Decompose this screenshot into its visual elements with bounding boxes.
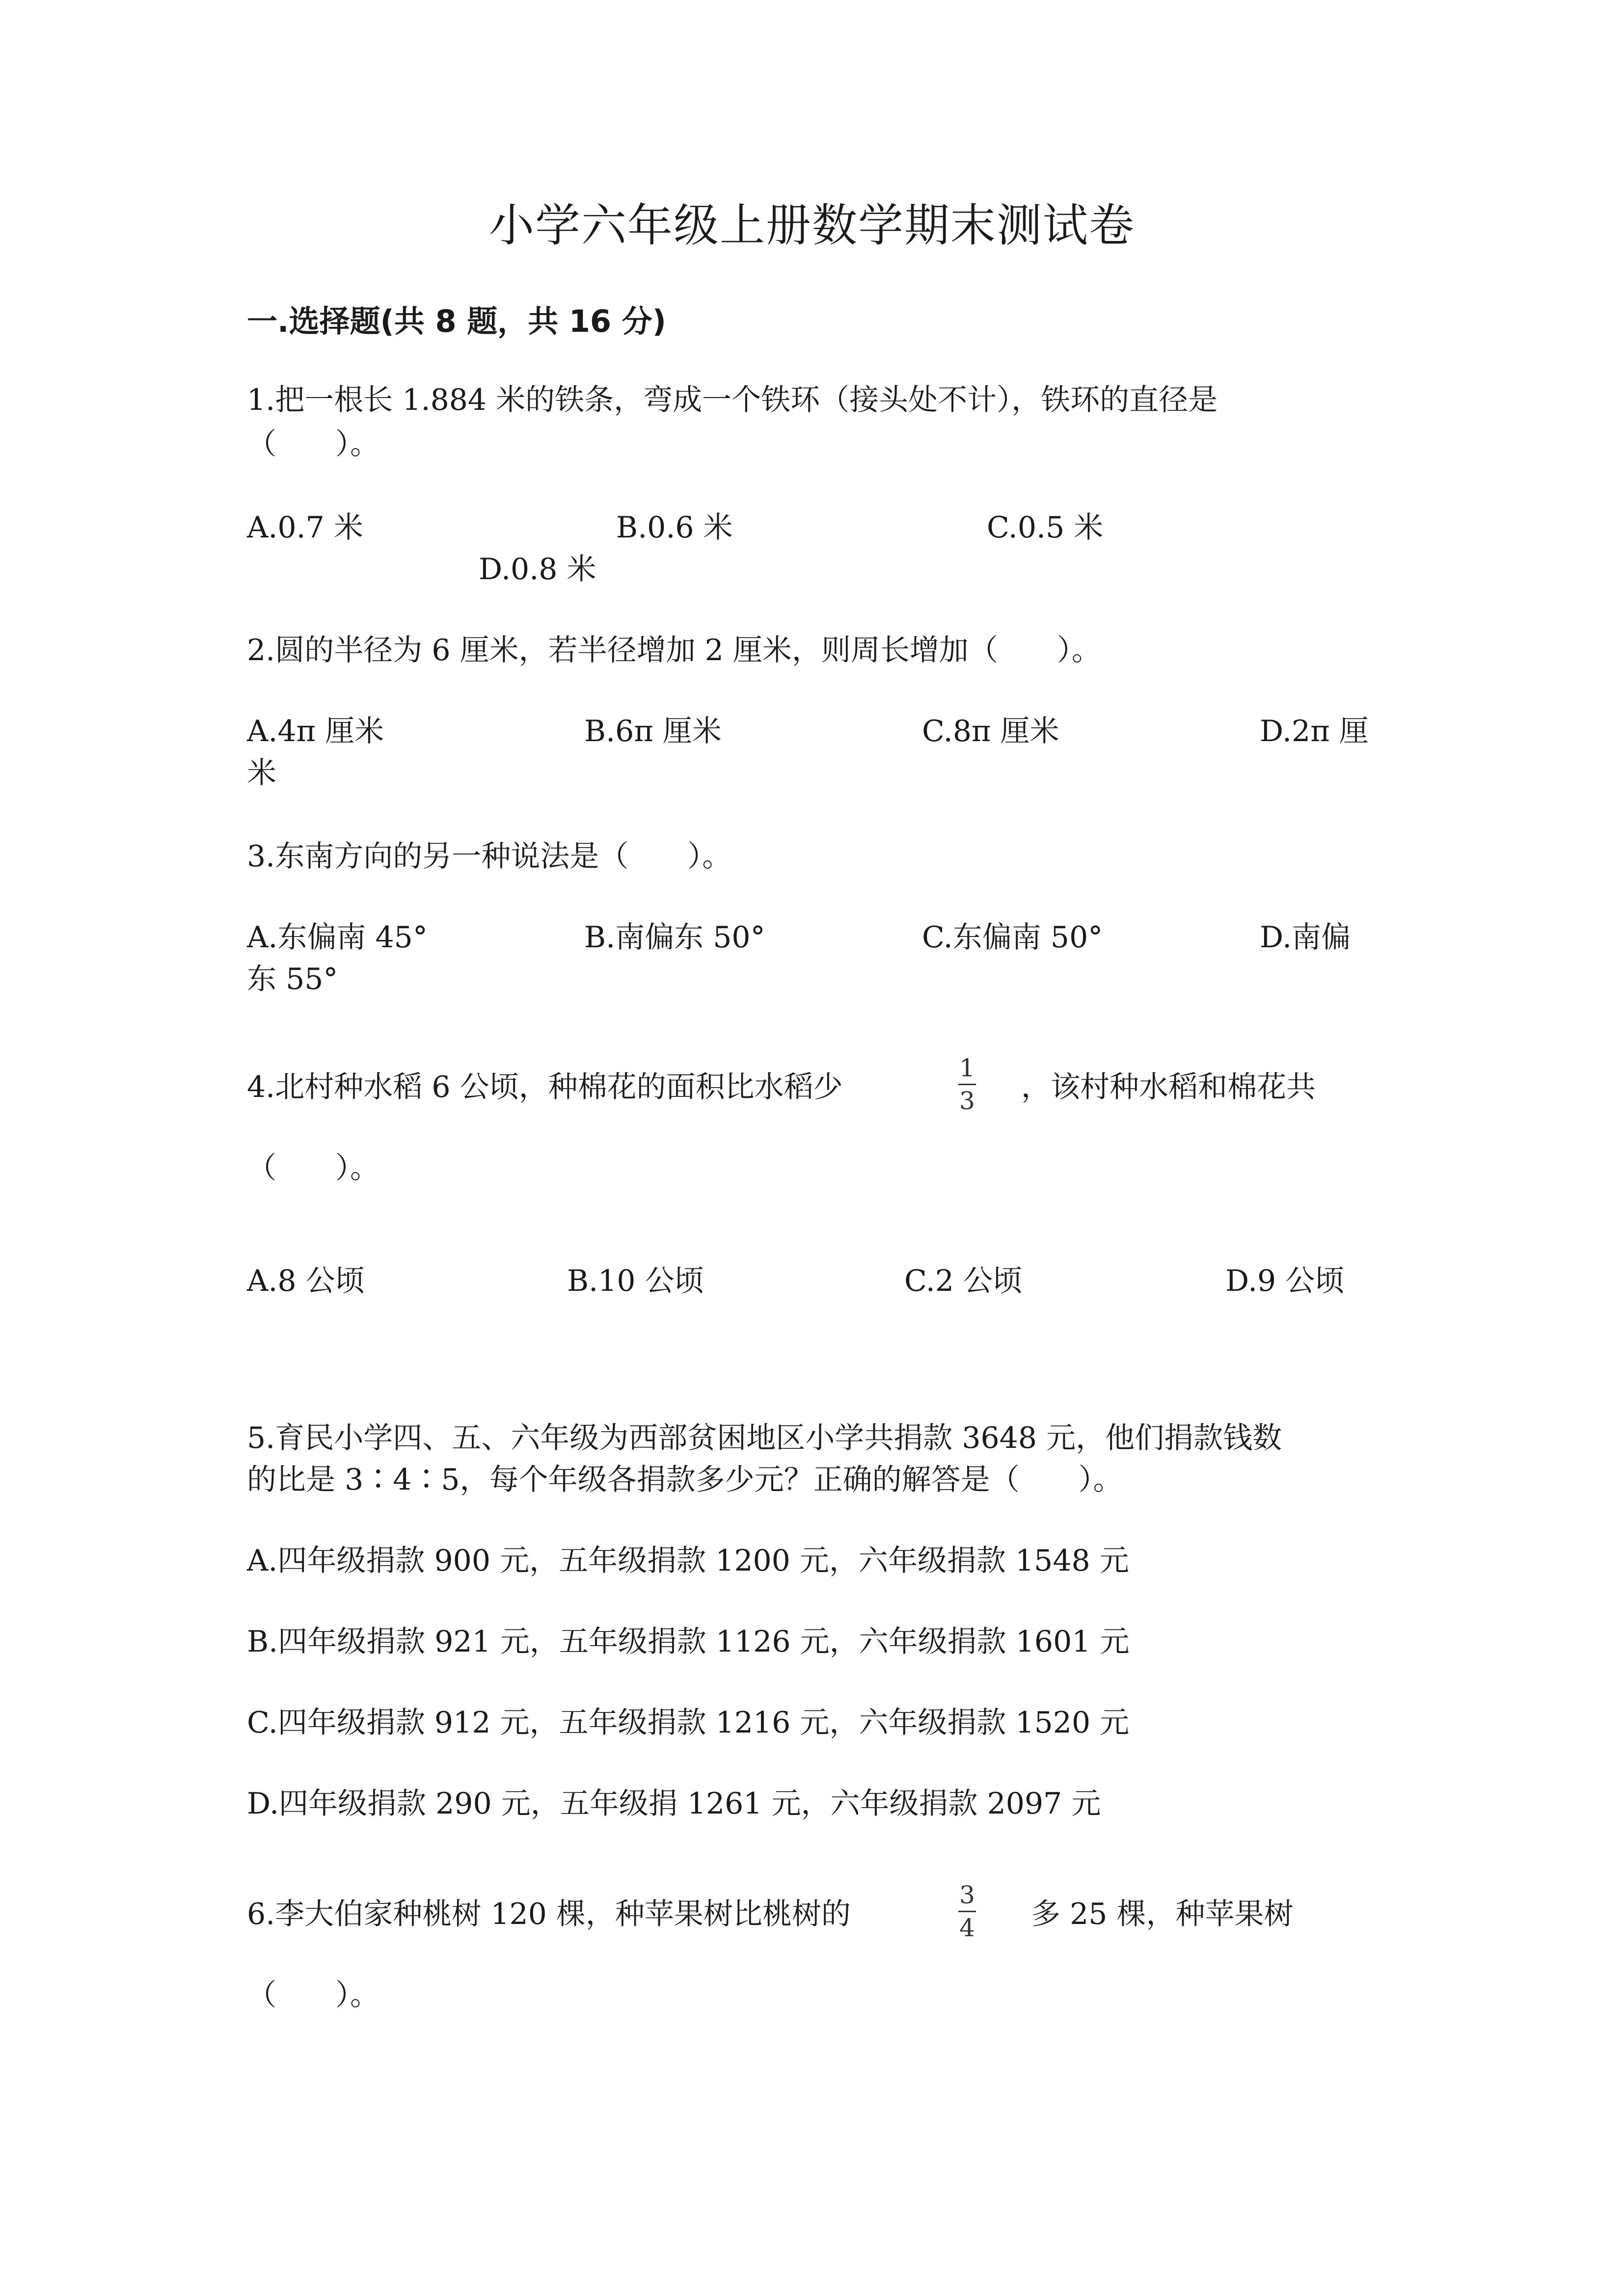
q5-option-c: C.四年级捐款 912 元，五年级捐款 1216 元，六年级捐款 1520 元	[247, 1706, 1130, 1740]
section-heading: 一.选择题(共 8 题，共 16 分)	[247, 303, 666, 339]
q2-option-a: A.4π 厘米	[247, 714, 384, 748]
question-6-blank: （ ）。	[247, 1978, 379, 2012]
q1-option-a: A.0.7 米	[247, 510, 363, 545]
q1-option-c: C.0.5 米	[987, 510, 1104, 545]
q5-option-a: A.四年级捐款 900 元，五年级捐款 1200 元，六年级捐款 1548 元	[247, 1544, 1129, 1578]
q2-option-d: D.2π 厘	[1260, 714, 1369, 748]
page-title: 小学六年级上册数学期末测试卷	[488, 199, 1135, 252]
q4-option-a: A.8 公顷	[247, 1264, 365, 1298]
q4-option-d: D.9 公顷	[1225, 1264, 1345, 1298]
question-4-blank: （ ）。	[247, 1151, 379, 1185]
q3-option-d: D.南偏	[1260, 920, 1351, 955]
question-1-blank: （ ）。	[247, 427, 379, 461]
question-6-text-b: 多 25 棵，种苹果树	[1031, 1897, 1294, 1931]
question-2-text: 2.圆的半径为 6 厘米，若半径增加 2 厘米，则周长增加（ ）。	[247, 633, 1101, 667]
q6-fraction-denominator: 4	[959, 1914, 975, 1942]
q3-option-c: C.东偏南 50°	[922, 920, 1103, 955]
q4-fraction	[952, 1054, 982, 1115]
question-5-text-1: 5.育民小学四、五、六年级为西部贫困地区小学共捐款 3648 元，他们捐款钱数	[247, 1421, 1282, 1455]
q1-option-d: D.0.8 米	[479, 552, 596, 587]
q4-option-b: B.10 公顷	[567, 1264, 704, 1298]
q4-fraction-denominator: 3	[959, 1087, 975, 1115]
q6-fraction-numerator: 3	[959, 1881, 975, 1909]
q5-option-b: B.四年级捐款 921 元，五年级捐款 1126 元，六年级捐款 1601 元	[247, 1625, 1130, 1659]
question-1-text: 1.把一根长 1.884 米的铁条，弯成一个铁环（接头处不计），铁环的直径是	[247, 383, 1218, 417]
q6-fraction	[952, 1881, 982, 1942]
question-4-text-b: ，该村种水稻和棉花共	[1021, 1070, 1316, 1104]
question-3-text: 3.东南方向的另一种说法是（ ）。	[247, 839, 732, 874]
q3-option-b: B.南偏东 50°	[584, 920, 765, 955]
q3-option-d-wrap: 东 55°	[247, 962, 338, 996]
q5-option-d: D.四年级捐款 290 元，五年级捐 1261 元，六年级捐款 2097 元	[247, 1787, 1101, 1821]
question-6-text-a: 6.李大伯家种桃树 120 棵，种苹果树比桃树的	[247, 1897, 851, 1931]
question-5-text-2: 的比是 3∶4∶5，每个年级各捐款多少元？正确的解答是（ ）。	[247, 1463, 1123, 1497]
q4-option-c: C.2 公顷	[904, 1264, 1023, 1298]
q2-option-d-wrap: 米	[247, 756, 276, 790]
q2-option-b: B.6π 厘米	[584, 714, 722, 748]
q2-option-c: C.8π 厘米	[922, 714, 1059, 748]
question-4-text-a: 4.北村种水稻 6 公顷，种棉花的面积比水稻少	[247, 1070, 843, 1104]
q1-option-b: B.0.6 米	[616, 510, 733, 545]
q4-fraction-bar	[958, 1084, 976, 1085]
q6-fraction-bar	[958, 1911, 976, 1912]
q3-option-a: A.东偏南 45°	[247, 920, 428, 955]
q4-fraction-numerator: 1	[959, 1054, 975, 1082]
